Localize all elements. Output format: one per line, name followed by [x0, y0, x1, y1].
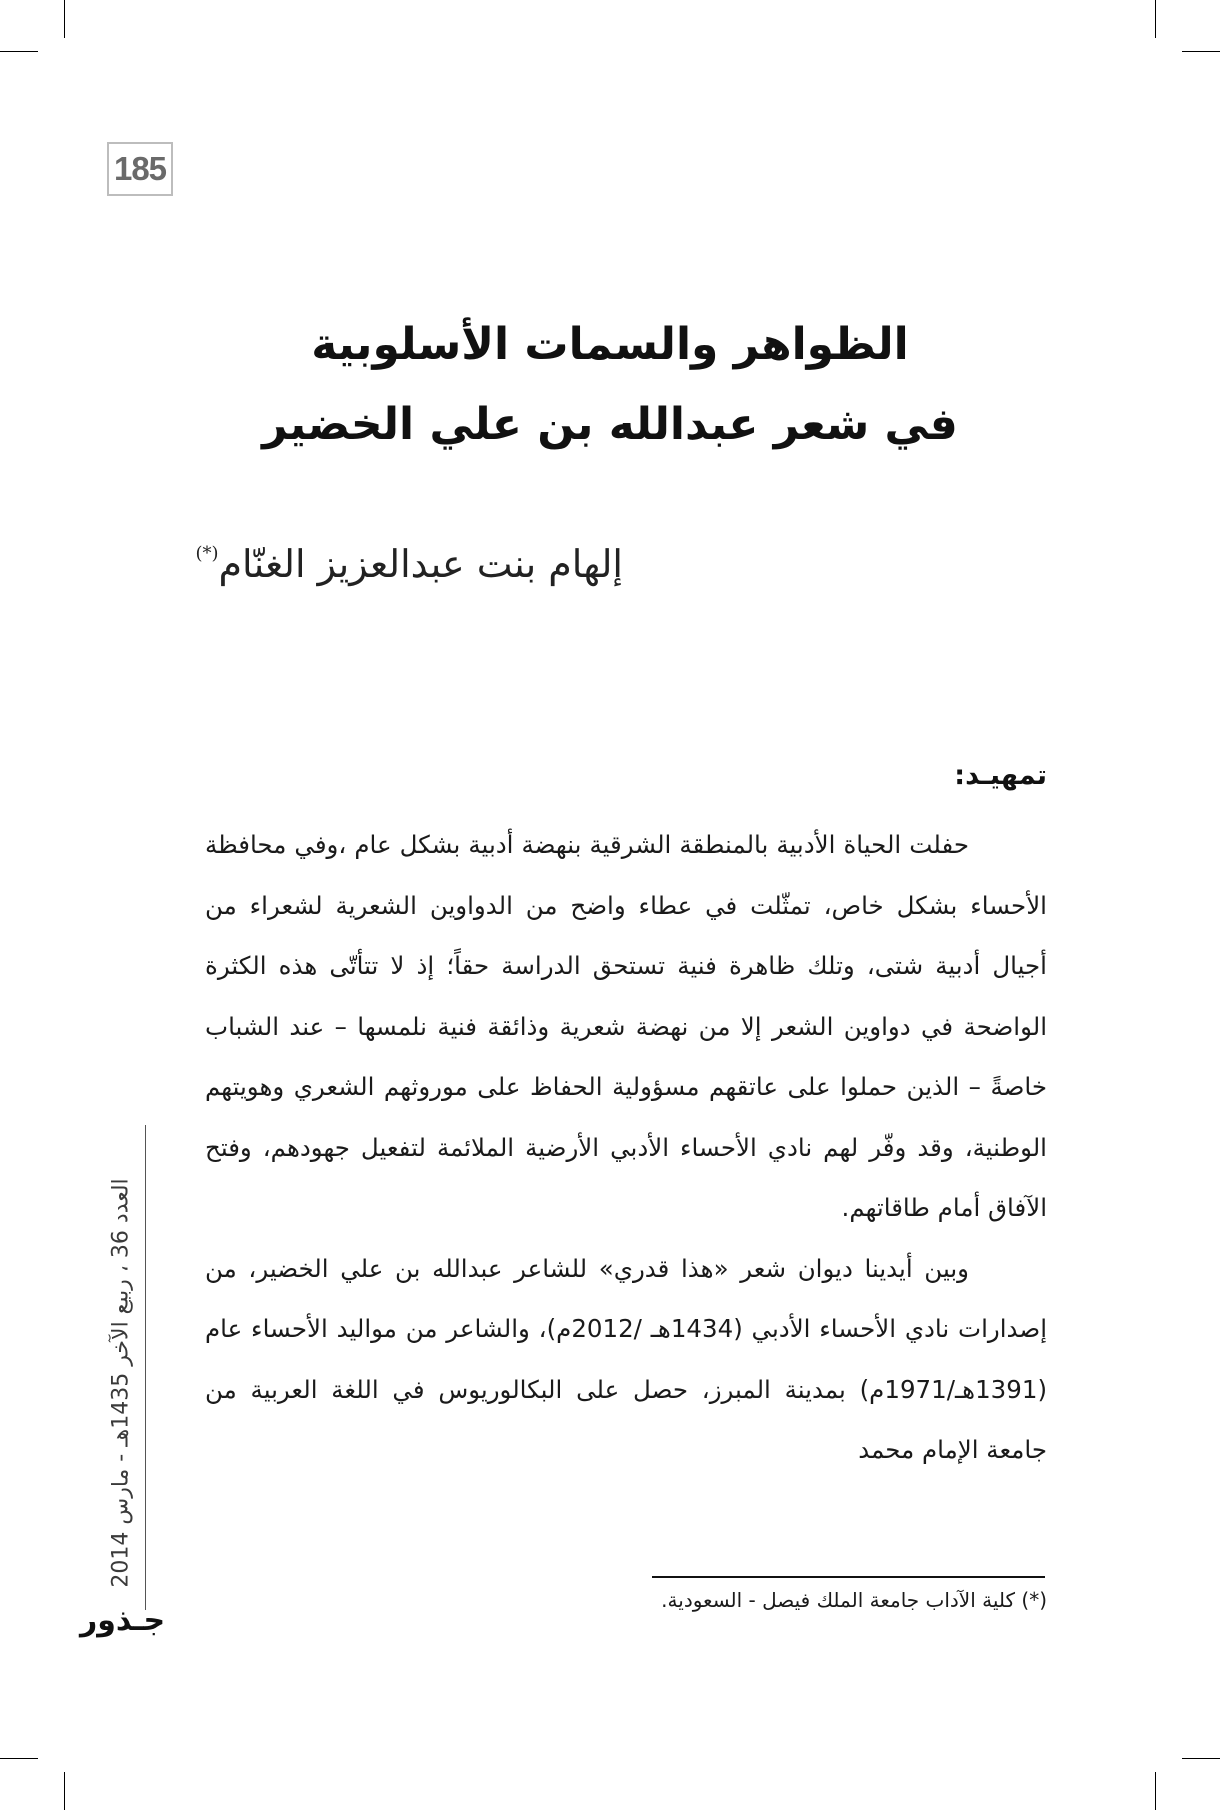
- crop-mark-top-left: [64, 0, 65, 38]
- footnote-marker: (*): [1021, 1588, 1047, 1612]
- page-number: 185: [107, 142, 173, 196]
- crop-mark-bottom-right: [1155, 1772, 1156, 1810]
- author-note-marker: (*): [195, 543, 219, 564]
- body-text: [205, 815, 1047, 1481]
- crop-mark-right-bottom: [1182, 1758, 1220, 1759]
- crop-mark-left-top: [0, 51, 38, 52]
- journal-issue-text: العدد 36 ، ربيع الآخر 1435هـ - مارس 2014: [108, 1178, 134, 1588]
- crop-mark-bottom-left: [64, 1772, 65, 1810]
- title-line-2: في شعر عبدالله بن علي الخضير: [262, 399, 958, 450]
- footnote: [661, 1588, 1047, 1612]
- paragraph-2: وبين أيدينا ديوان شعر «هذا قدري» للشاعر عبدالله بن علي الخضير، من إصدارات نادي الأحساء الأدبي (1434هـ /2012م)، والشاعر من مواليد الأحساء عام (1391هـ/1971م) بمدينة المبرز، حصل على البكالوريوس في اللغة العربية من جامعة الإمام محمد: [205, 1253, 1047, 1464]
- article-title: [200, 305, 1020, 465]
- author-name-text: إلهام بنت عبدالعزيز الغنّام: [218, 542, 623, 586]
- crop-mark-left-bottom: [0, 1758, 38, 1759]
- crop-mark-right-top: [1182, 51, 1220, 52]
- journal-logo: جـذور: [80, 1603, 166, 1638]
- crop-mark-top-right: [1155, 0, 1156, 38]
- author-name: [195, 542, 623, 586]
- section-heading: تمهيـد:: [954, 760, 1047, 791]
- footnote-divider: [652, 1576, 1045, 1578]
- footnote-text: كلية الآداب جامعة الملك فيصل - السعودية.: [661, 1588, 1016, 1612]
- title-line-1: الظواهر والسمات الأسلوبية: [311, 319, 909, 370]
- paragraph-1: حفلت الحياة الأدبية بالمنطقة الشرقية بنهضة أدبية بشكل عام ،وفي محافظة الأحساء بشكل خاص، تمثّلت في عطاء واضح من الدواوين الشعرية لشعراء من أجيال أدبية شتى، وتلك ظاهرة فنية تستحق الدراسة حقاً؛ إذ لا تتأتّى هذه الكثرة الواضحة في دواوين الشعر إلا من نهضة شعرية وذائقة فنية نلمسها – عند الشباب خاصةً – الذين حملوا على عاتقهم مسؤولية الحفاظ على موروثهم الشعري وهويتهم الوطنية، وقد وفّر لهم نادي الأحساء الأدبي الأرضية الملائمة لتفعيل جهودهم، وفتح الآفاق أمام طاقاتهم.: [205, 830, 1047, 1222]
- side-divider: [145, 1125, 146, 1610]
